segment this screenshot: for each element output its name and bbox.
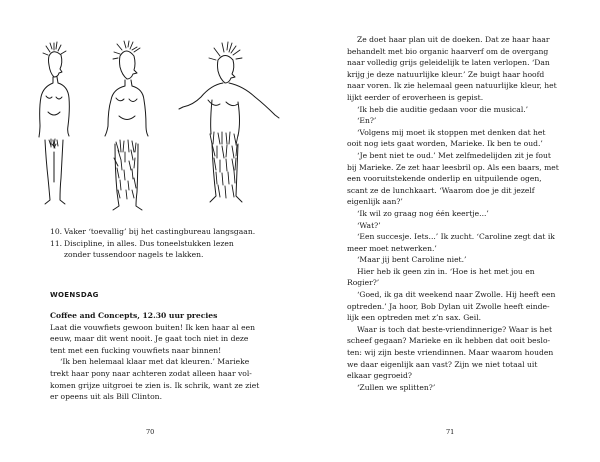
- text-line: Ze doet haar plan uit de doeken. Dat ze haar haar: [357, 35, 550, 44]
- text-line: ten: wij zijn beste vriendinnen. Maar waarom houden: [347, 348, 554, 358]
- text-line: behandelt met bio organic haarverf om de overgang: [347, 46, 549, 56]
- paragraph: [347, 34, 587, 104]
- figure-middle: [105, 41, 148, 210]
- text-line: Hier heb ik geen zin in. ‘Hoe is het met jou en: [357, 266, 535, 276]
- text-line: naar volledig grijs geleidelijk te laten verlopen. ‘Dan: [347, 58, 550, 68]
- text-line: scant ze de lunchkaart. ‘Waarom doe je dit jezelf: [347, 185, 535, 195]
- text-line: ‘En?’: [357, 116, 377, 126]
- page-number: 70: [146, 428, 155, 436]
- text-line: ‘Maar jij bent Caroline niet.’: [357, 255, 467, 265]
- numbered-list: [50, 226, 290, 261]
- text-line: ‘Zullen we splitten?’: [357, 382, 436, 392]
- list-item-11: [50, 238, 290, 261]
- list-text: [64, 238, 290, 261]
- text-line: lijk een optreden met z’n sax. Geil.: [347, 313, 482, 323]
- text-line: er opeens uit als Bill Clinton.: [50, 392, 162, 402]
- text-line: eeuw, maar dit went nooit. Je gaat toch niet in deze: [50, 334, 249, 344]
- three-figures-illustration: [30, 40, 285, 220]
- left-body-text: [50, 310, 290, 403]
- text-line: ooit nog iets gaat worden, Marieke. Ik ben te oud.’: [347, 139, 543, 149]
- text-line: scheef gegaan? Marieke en ik hebben dat ooit beslo-: [347, 336, 551, 346]
- text-line: elkaar gegroeid?: [347, 371, 412, 381]
- subheading: Coffee and Concepts, 12.30 uur precies: [50, 311, 218, 320]
- text-line: een vooruitstekende onderlip en uitpuilende ogen,: [347, 174, 542, 184]
- list-line: Vaker ‘toevallig’ bij het castingbureau langsgaan.: [64, 227, 256, 236]
- text-line: ‘Een succesje. Iets...’ Ik zucht. ‘Caroline zegt dat ik: [357, 232, 555, 242]
- paragraph: [347, 104, 587, 116]
- text-line: naar voren. Ik zie helemaal geen natuurlijke kleur, het: [347, 81, 557, 91]
- paragraph: [347, 208, 587, 220]
- paragraph: [347, 220, 587, 232]
- text-line: optreden.’ Ja hoor, Bob Dylan uit Zwolle heeft einde-: [347, 301, 550, 311]
- text-line: bij Marieke. Ze zet haar leesbril op. Als een baars, met: [347, 162, 559, 172]
- paragraph: [347, 231, 587, 254]
- text-line: Laat die vouwfiets gewoon buiten! Ik ken haar al een: [50, 322, 255, 332]
- list-number: 10.: [50, 227, 63, 236]
- text-line: Waar is toch dat beste-vriendinnerige? Waar is het: [357, 324, 552, 334]
- text-line: lijkt eerder of eroverheen is gepist.: [347, 92, 484, 102]
- list-number: 11.: [50, 238, 63, 248]
- paragraph: [347, 115, 587, 127]
- list-line: zonder tussendoor nagels te lakken.: [64, 250, 204, 260]
- text-line: komen grijze uitgroei te zien is. Ik schrik, want ze ziet: [50, 380, 260, 390]
- paragraph: [347, 382, 587, 394]
- paragraph: [50, 356, 290, 402]
- paragraph: [347, 127, 587, 150]
- page-number: 71: [446, 428, 455, 436]
- list-line: Discipline, in alles. Dus toneelstukken lezen: [64, 238, 234, 248]
- paragraph: [347, 266, 587, 289]
- paragraph: [347, 289, 587, 324]
- text-line: ‘Je bent niet te oud.’ Met zelfmedelijden zit je fout: [357, 150, 551, 160]
- text-line: ‘Ik heb die auditie gedaan voor die musical.’: [357, 104, 529, 114]
- text-line: meer moet netwerken.’: [347, 243, 437, 253]
- text-line: ‘Wat?’: [357, 220, 381, 230]
- section-heading: WOENSDAG: [50, 291, 99, 299]
- paragraph: [347, 324, 587, 382]
- text-line: we daar eigenlijk aan vast? Zijn we niet totaal uit: [347, 359, 538, 369]
- text-line: tent met een fucking vouwfiets naar binnen!: [50, 345, 222, 355]
- list-text: [64, 226, 290, 238]
- text-line: ‘Ik wil zo graag nog één keertje...’: [357, 208, 489, 218]
- list-item-10: [50, 226, 290, 238]
- paragraph: [50, 322, 290, 357]
- paragraph: [347, 150, 587, 208]
- text-line: krijg je deze natuurlijke kleur.’ Ze buigt haar hoofd: [347, 69, 545, 79]
- text-line: ‘Volgens mij moet ik stoppen met denken dat het: [357, 127, 546, 137]
- right-body-text: [347, 34, 587, 393]
- right-page: [300, 0, 600, 462]
- text-line: ‘Goed, ik ga dit weekend naar Zwolle. Hij heeft een: [357, 290, 556, 300]
- text-line: trekt haar pony naar achteren zodat alleen haar vol-: [50, 368, 252, 378]
- figure-right: [179, 42, 279, 202]
- text-line: ‘Ik ben helemaal klaar met dat kleuren.’ Marieke: [60, 357, 250, 367]
- paragraph: [347, 254, 587, 266]
- text-line: eigenlijk aan?’: [347, 197, 403, 207]
- figure-left: [39, 42, 69, 204]
- text-line: Rogier?’: [347, 278, 380, 288]
